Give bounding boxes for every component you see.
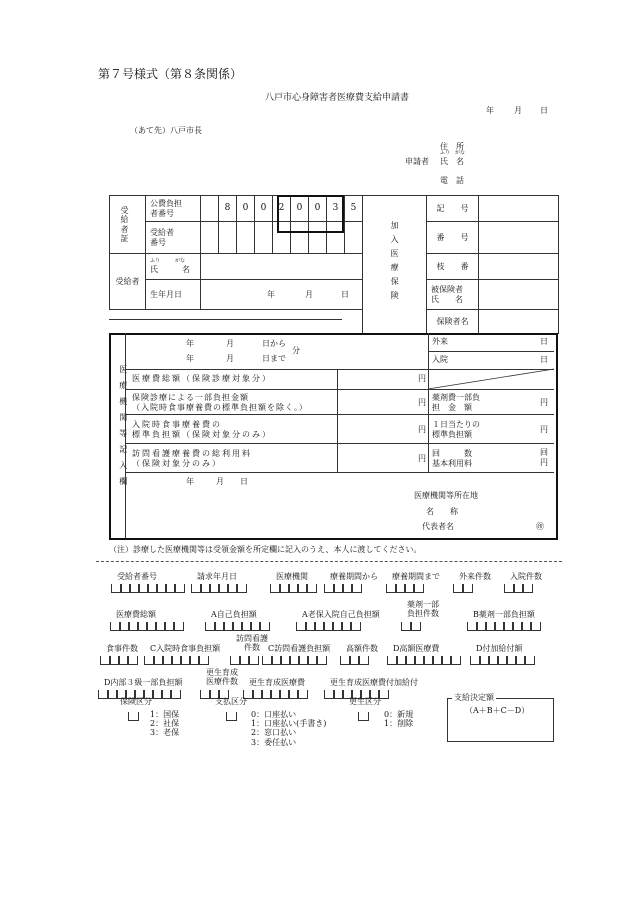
per-day-yen: 円 xyxy=(540,425,548,434)
birth-date-label: 生年月日 xyxy=(146,280,201,310)
office-field-label: 受給者番号 xyxy=(117,572,157,581)
signed-year: 年 xyxy=(186,477,194,486)
office-field-label: 更生育成 医療件数 xyxy=(206,668,238,687)
applicant-address-label: 住 所 xyxy=(440,142,464,151)
date-month: 月 xyxy=(514,106,522,115)
outpatient-label: 外来 xyxy=(432,337,448,346)
digit-box xyxy=(170,690,181,699)
rehab-type-label: 更生区分 xyxy=(349,697,381,706)
facility-name-label: 名 称 xyxy=(426,507,458,516)
minute-label: 分 xyxy=(292,346,300,355)
digit-box xyxy=(306,584,317,593)
payment-type-box xyxy=(226,712,237,721)
office-field-label: B薬剤一部負担額 xyxy=(473,610,535,619)
addressee: （あて先）八戸市長 xyxy=(130,126,202,135)
recipient-name-label: ふり がな 氏 名 xyxy=(146,254,201,280)
office-field-label: D内部３級一部負担額 xyxy=(104,678,183,687)
note-text: （注）診療した医療機関等は受領金額を所定欄に記入のうえ、本人に渡してください。 xyxy=(109,545,422,554)
office-field-label: A老保入院自己負担額 xyxy=(302,610,380,619)
office-field-label: D高額医療費 xyxy=(393,644,440,653)
digit-box xyxy=(530,622,541,631)
payment-type-options: 0：口座払い 1：口座払い(手書き) 2：窓口払い 3：委任払い xyxy=(251,710,327,747)
payment-type-label: 支払区分 xyxy=(215,697,247,706)
cut-line xyxy=(96,561,562,562)
row4-label: 訪問看護療養費の総利用料 （保険対象分のみ） xyxy=(132,449,252,468)
from-day: 日から xyxy=(262,339,286,348)
table-line xyxy=(109,319,342,320)
office-field-label: 食事件数 xyxy=(106,644,138,653)
payer-digit: 2 xyxy=(273,196,291,222)
representative-label: 代表者名 xyxy=(422,522,454,531)
to-year: 年 xyxy=(186,354,194,363)
office-field-label: 医療費総額 xyxy=(116,610,156,619)
outpatient-day-unit: 日 xyxy=(540,337,548,346)
visits-yen: 円 xyxy=(540,458,548,467)
office-field-label: 療養期間まで xyxy=(392,572,440,581)
digit-box xyxy=(524,656,535,665)
digit-box xyxy=(316,656,327,665)
to-day: 日まで xyxy=(262,354,286,363)
digit-box xyxy=(351,584,362,593)
inpatient-day-unit: 日 xyxy=(540,355,548,364)
decision-amount-box xyxy=(447,698,554,742)
digit-box xyxy=(522,584,533,593)
office-field-label: 外来件数 xyxy=(459,572,491,581)
applicant-name-ruby: ふり がな xyxy=(440,150,466,156)
payer-number-label: 公費負担 者番号 xyxy=(146,196,201,222)
symbol-label: 記 号 xyxy=(427,196,479,222)
office-field-label: 高額件数 xyxy=(346,644,378,653)
digit-box xyxy=(350,622,361,631)
payer-digit: 8 xyxy=(219,196,237,222)
payer-digit: 3 xyxy=(327,196,345,222)
office-field-label: 医療機関 xyxy=(276,572,308,581)
digit-box xyxy=(450,656,461,665)
office-field-label: C訪問看護負担額 xyxy=(268,644,331,653)
date-day: 日 xyxy=(540,106,548,115)
drug-partial-label: 薬剤費一部負 担 金 額 xyxy=(432,393,480,412)
inpatient-label: 入院 xyxy=(432,355,448,364)
form-number: 第７号様式（第８条関係） xyxy=(98,67,243,81)
office-field-label: 療養期間から xyxy=(330,572,378,581)
line xyxy=(125,472,554,473)
office-field-label: A自己負担額 xyxy=(211,610,257,619)
office-field-label: 薬剤一部 負担件数 xyxy=(407,600,439,619)
row1-label: 医療費総額（保険診療対象分） xyxy=(132,374,272,383)
row3-label: 入院時食事療養費の 標準負担額（保険対象分のみ） xyxy=(132,420,272,439)
decision-amount-label: 支給決定額 xyxy=(454,693,494,702)
office-field-label: 訪問看護 件数 xyxy=(236,634,268,653)
line xyxy=(125,443,554,444)
office-field-label: 請求年月日 xyxy=(197,572,237,581)
per-day-label: １日当たりの 標準負担額 xyxy=(432,420,480,439)
visits-label: 回 数 基本利用料 xyxy=(432,449,472,468)
insurer-name-label: 保険者名 xyxy=(427,310,479,334)
date-year: 年 xyxy=(486,106,494,115)
signed-day: 日 xyxy=(240,477,248,486)
office-field-label: 更生育成医療費 xyxy=(249,678,305,687)
digit-box xyxy=(198,656,209,665)
digit-box xyxy=(173,622,184,631)
rehab-type-options: 0：新規 1：削除 xyxy=(384,710,414,729)
line xyxy=(125,389,554,390)
digit-box xyxy=(174,584,185,593)
number-label: 番 号 xyxy=(427,222,479,254)
insured-name-label: 被保険者 氏 名 xyxy=(427,280,479,310)
digit-box xyxy=(127,656,138,665)
rehab-type-box xyxy=(358,712,369,721)
to-month: 月 xyxy=(226,354,234,363)
recipient-cert-label: 受 給 者 証 xyxy=(110,196,146,254)
birth-date-field: 年 月 日 xyxy=(201,280,363,310)
office-field-label: C入院時食事負担額 xyxy=(150,644,221,653)
office-field-label: 更生育成医療費付加給付 xyxy=(330,678,418,687)
digit-box xyxy=(236,584,247,593)
row1-yen: 円 xyxy=(418,374,426,383)
branch-label: 枝 番 xyxy=(427,254,479,280)
highlight-box xyxy=(277,195,344,233)
payer-digit: 0 xyxy=(255,196,273,222)
recipient-label: 受給者 xyxy=(110,254,146,310)
applicant-name-label: 氏 名 xyxy=(440,157,464,166)
from-year: 年 xyxy=(186,339,194,348)
applicant-phone-label: 電 話 xyxy=(440,176,464,185)
payer-digit: 5 xyxy=(345,196,363,222)
visits-unit: 回 xyxy=(540,448,548,457)
drug-partial-yen: 円 xyxy=(540,398,548,407)
decision-formula: （A＋B＋C－D） xyxy=(465,706,530,715)
from-month: 月 xyxy=(226,339,234,348)
seal-mark: ㊞ xyxy=(536,522,544,531)
diagonal-line xyxy=(428,369,554,389)
office-field-label: 入院件数 xyxy=(510,572,542,581)
row3-yen: 円 xyxy=(418,425,426,434)
insurance-type-box xyxy=(128,712,139,721)
digit-box xyxy=(297,690,308,699)
digit-box xyxy=(358,656,369,665)
row2-label: 保険診療による一部負担金額 （入院時食事療養費の標準負担額を除く。） xyxy=(132,393,308,412)
line xyxy=(125,414,554,415)
line xyxy=(337,369,338,472)
digit-box xyxy=(410,622,421,631)
applicant-label: 申請者 xyxy=(405,157,429,166)
payer-digit: 0 xyxy=(237,196,255,222)
digit-box xyxy=(259,622,270,631)
digit-box xyxy=(462,584,473,593)
payer-digit: 0 xyxy=(309,196,327,222)
insurance-vertical-label: 加入医療保険 xyxy=(363,196,427,334)
digit-box xyxy=(413,584,424,593)
row4-yen: 円 xyxy=(418,454,426,463)
form-title: 八戸市心身障害者医療費支給申請書 xyxy=(265,93,410,103)
recipient-number-label: 受給者 番号 xyxy=(146,222,201,254)
row2-yen: 円 xyxy=(418,398,426,407)
payer-digit: 0 xyxy=(291,196,309,222)
office-field-label: D付加給付額 xyxy=(476,644,523,653)
medical-vertical-label: 医療機関等記入欄 xyxy=(118,365,128,493)
signed-month: 月 xyxy=(216,477,224,486)
line xyxy=(125,333,126,538)
digit-box xyxy=(248,656,259,665)
insurance-type-options: 1：国保 2：社保 3：老保 xyxy=(150,710,180,738)
facility-address-label: 医療機関等所在地 xyxy=(414,491,478,500)
insurance-type-label: 保険区分 xyxy=(120,697,152,706)
line xyxy=(428,351,554,352)
